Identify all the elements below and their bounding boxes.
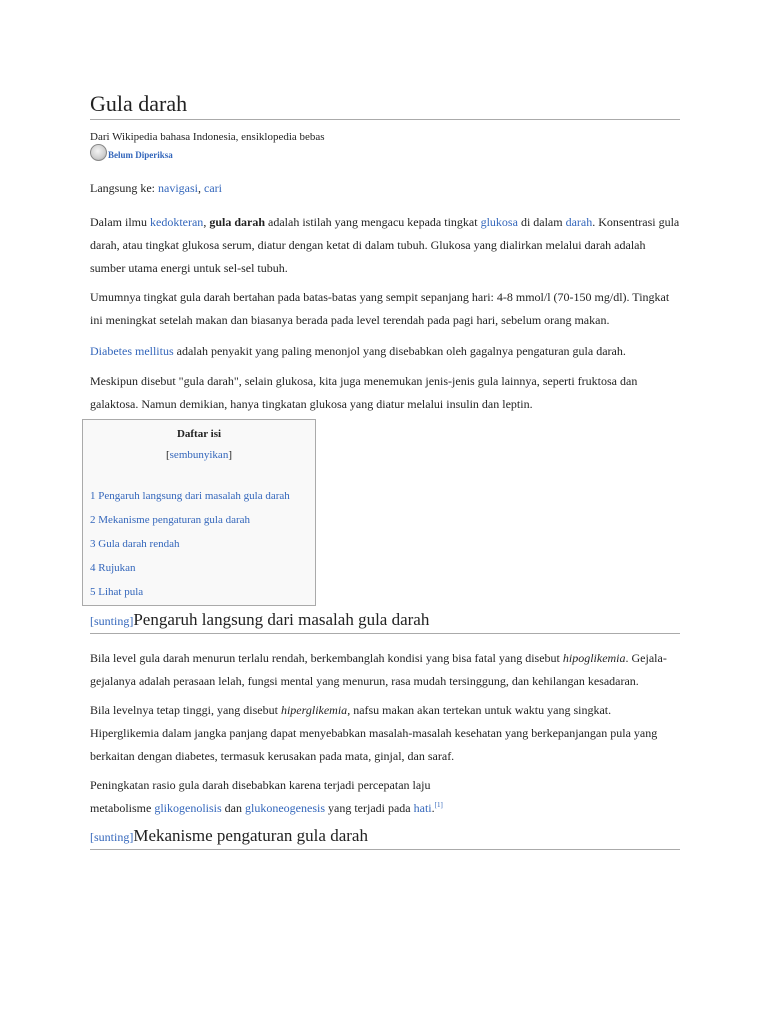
text: metabolisme bbox=[90, 801, 155, 815]
intro-paragraph-4: Meskipun disebut "gula darah", selain glukosa, kita juga menemukan jenis-jenis gula lainnya, seperti fruktosa dan galaktosa. Namun demikian, hanya tingkatan glukosa yang diatur melalui insulin dan leptin. bbox=[90, 374, 638, 411]
section-heading-mekanisme bbox=[90, 826, 680, 850]
toc-item-rujukan[interactable]: 4 Rujukan bbox=[90, 562, 136, 574]
text: , nafsu makan akan tertekan untuk waktu yang singkat. Hiperglikemia dalam jangka panjang dapat menyebabkan masalah-masalah kesehatan yang berkepanjangan pula yang berkaitan dengan diabetes, termasuk kerusakan pada mata, ginjal, dan saraf. bbox=[90, 703, 658, 763]
toc-hide-link[interactable]: sembunyikan bbox=[169, 449, 229, 461]
text: Peningkatan rasio gula darah disebabkan karena terjadi percepatan laju bbox=[90, 778, 431, 792]
review-status[interactable] bbox=[90, 142, 173, 162]
jump-to-search-link[interactable]: cari bbox=[204, 181, 222, 195]
text: dan bbox=[221, 801, 245, 815]
text: . Konsentrasi gula darah, atau tingkat glukosa serum, diatur dengan ketat di dalam tubuh. Glukosa yang dialirkan melalui darah adalah sumber utama energi untuk sel-sel tubuh. bbox=[90, 215, 680, 275]
site-tagline: Dari Wikipedia bahasa Indonesia, ensiklopedia bebas bbox=[90, 131, 325, 143]
jump-to-bar bbox=[90, 180, 222, 196]
text: Dalam ilmu bbox=[90, 215, 150, 229]
italic-term: hiperglikemia bbox=[280, 703, 348, 717]
link-hati[interactable]: hati bbox=[413, 801, 432, 815]
review-status-icon bbox=[90, 144, 107, 161]
text: adalah istilah yang mengacu kepada tingkat bbox=[265, 215, 481, 229]
edit-section-link[interactable]: [sunting] bbox=[90, 614, 134, 628]
toc-toggle bbox=[83, 449, 315, 461]
toc-item-gula-darah-rendah[interactable]: 3 Gula darah rendah bbox=[90, 538, 180, 550]
toc-item-lihat-pula[interactable]: 5 Lihat pula bbox=[90, 586, 144, 598]
text: di dalam bbox=[517, 215, 566, 229]
toc-item-mekanisme[interactable]: 2 Mekanisme pengaturan gula darah bbox=[90, 514, 251, 526]
link-glukosa[interactable]: glukosa bbox=[480, 215, 518, 229]
bold-term: gula darah bbox=[209, 215, 265, 229]
jump-to-label: Langsung ke: bbox=[90, 181, 155, 195]
link-kedokteran[interactable]: kedokteran bbox=[150, 215, 204, 229]
edit-section-link[interactable]: [sunting] bbox=[90, 830, 134, 844]
text: Bila levelnya tetap tinggi, yang disebut bbox=[90, 703, 281, 717]
link-diabetes-mellitus[interactable]: Diabetes mellitus bbox=[90, 344, 174, 358]
review-status-label[interactable]: Belum Diperiksa bbox=[108, 150, 173, 160]
page-title: Gula darah bbox=[90, 90, 680, 120]
text: , bbox=[203, 215, 210, 229]
section1-paragraph-1 bbox=[90, 647, 680, 693]
intro-paragraph-2: Umumnya tingkat gula darah bertahan pada batas-batas yang sempit sepanjang hari: 4-8 mmol/l (70-150 mg/dl). Tingkat ini meningkat setelah makan dan biasanya berada pada level terendah pada pagi hari, sebelum orang makan. bbox=[90, 290, 670, 327]
section-title: Pengaruh langsung dari masalah gula darah bbox=[133, 610, 430, 629]
text: . bbox=[431, 801, 435, 815]
jump-to-navigation-link[interactable]: navigasi bbox=[158, 181, 198, 195]
intro-paragraph-3 bbox=[90, 340, 680, 363]
table-of-contents bbox=[82, 419, 316, 606]
reference-link[interactable]: [1] bbox=[434, 801, 443, 809]
link-glukoneogenesis[interactable]: glukoneogenesis bbox=[245, 801, 325, 815]
text: Bila level gula darah menurun terlalu rendah, berkembanglah kondisi yang bisa fatal yang disebut bbox=[90, 651, 563, 665]
intro-paragraph-1 bbox=[90, 211, 680, 280]
toc-toggle-bracket-open: [ bbox=[165, 449, 170, 461]
section-heading-pengaruh bbox=[90, 610, 680, 634]
italic-term: hipoglikemia bbox=[562, 651, 626, 665]
text: adalah penyakit yang paling menonjol yang disebabkan oleh gagalnya pengaturan gula darah. bbox=[173, 344, 626, 358]
link-glikogenolisis[interactable]: glikogenolisis bbox=[154, 801, 222, 815]
toc-item-pengaruh[interactable]: 1 Pengaruh langsung dari masalah gula darah bbox=[90, 490, 290, 502]
section-title: Mekanisme pengaturan gula darah bbox=[133, 826, 368, 845]
text: yang terjadi pada bbox=[325, 801, 414, 815]
toc-toggle-bracket-close: ] bbox=[228, 449, 232, 461]
section1-paragraph-3 bbox=[90, 774, 680, 820]
text: . Gejala-gejalanya adalah perasaan lelah, fungsi mental yang menurun, rasa mudah tersinggung, dan kehilangan kesadaran. bbox=[90, 651, 667, 688]
jump-to-separator: , bbox=[198, 181, 201, 195]
toc-title: Daftar isi bbox=[176, 428, 222, 440]
section1-paragraph-2 bbox=[90, 699, 680, 768]
link-darah[interactable]: darah bbox=[565, 215, 593, 229]
